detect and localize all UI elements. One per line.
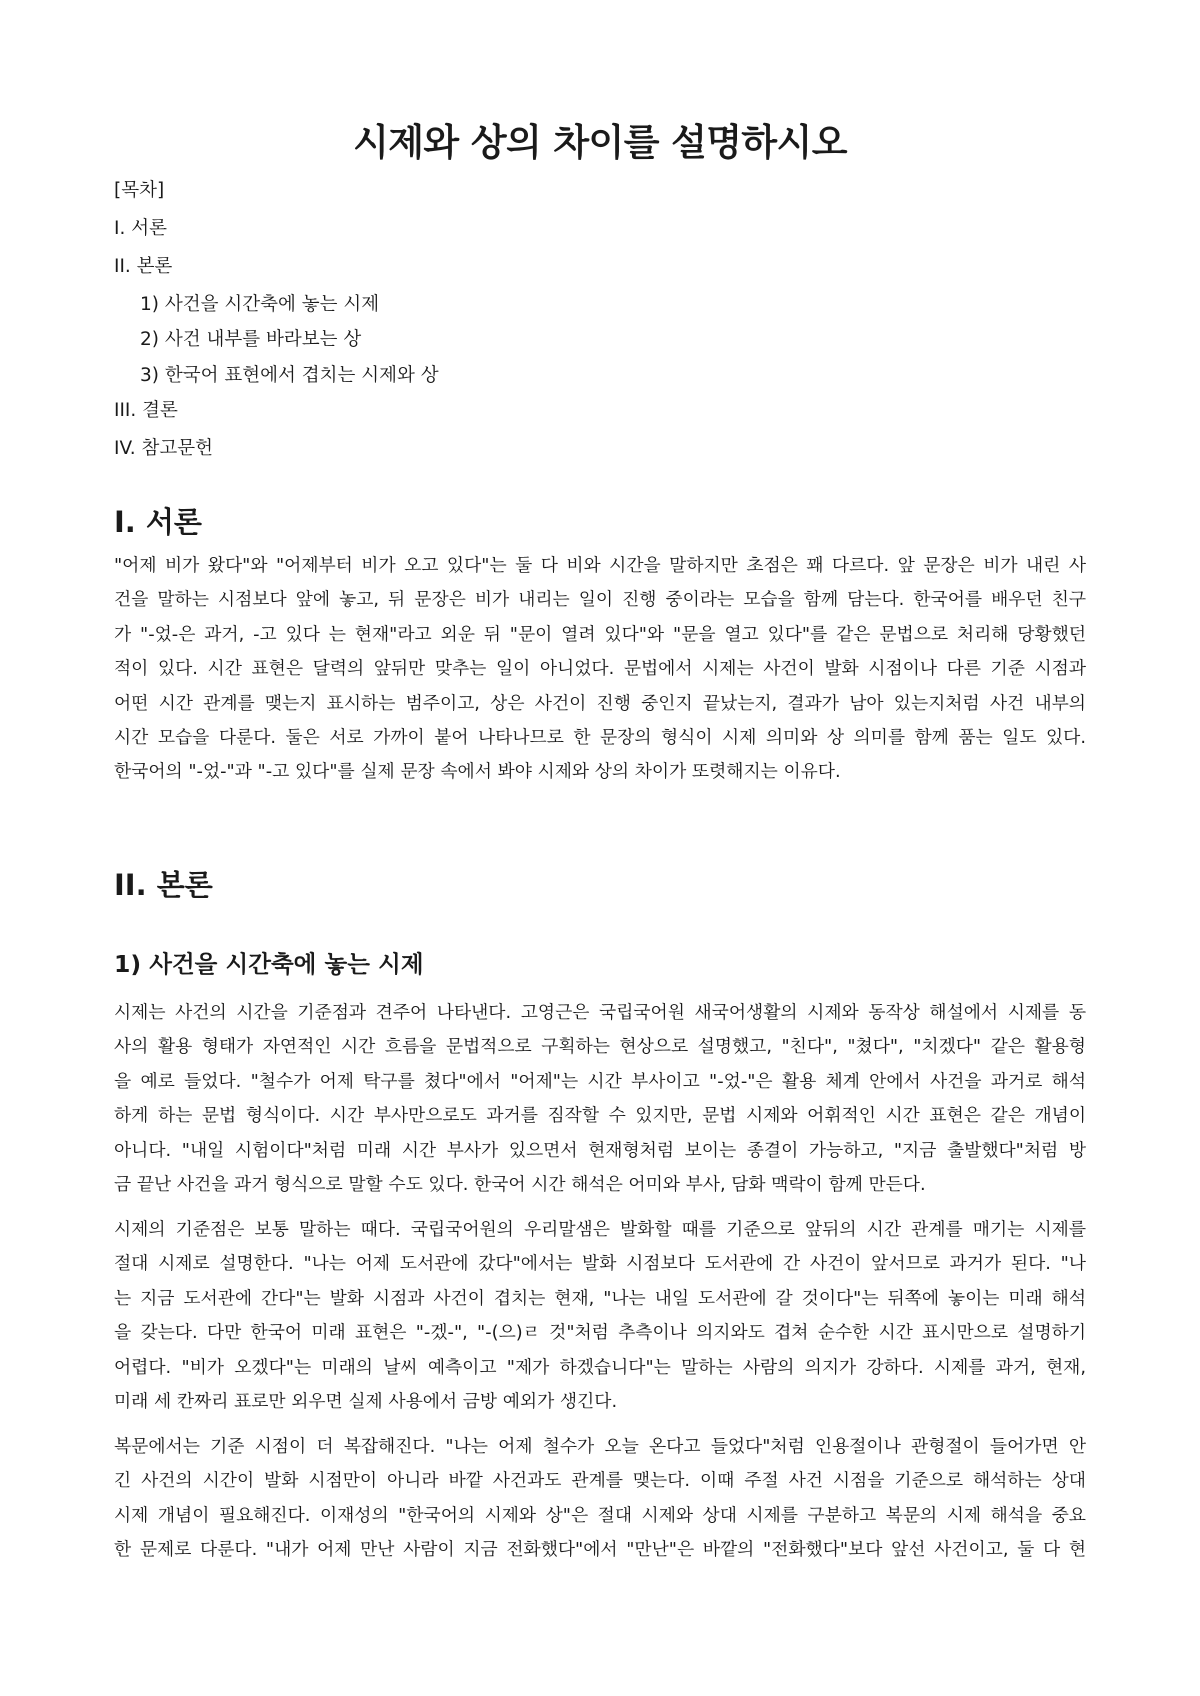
paragraph-line: 미래 세 칸짜리 표로만 외우면 실제 사용에서 금방 예외가 생긴다. bbox=[114, 1390, 618, 1412]
section-heading-body: II. 본론 bbox=[114, 868, 213, 902]
body-paragraph-3 bbox=[114, 1430, 1086, 1568]
paragraph-line: 한국어의 "-었-"과 "-고 있다"를 실제 문장 속에서 봐야 시제와 상의 차이가 또렷해지는 이유다. bbox=[114, 761, 841, 783]
paragraph-line: 아니다. "내일 시험이다"처럼 미래 시간 부사가 있으면서 현재형처럼 보이는 종결이 가능하고, "지금 출발했다"처럼 방 bbox=[114, 1139, 1086, 1161]
paragraph-line: 긴 사건의 시간이 발화 시점만이 아니라 바깥 사건과도 관계를 맺는다. 이때 주절 사건 시점을 기준으로 해석하는 상대 bbox=[114, 1470, 1086, 1492]
paragraph-line: 절대 시제로 설명한다. "나는 어제 도서관에 갔다"에서는 발화 시점보다 도서관에 간 사건이 앞서므로 과거가 된다. "나 bbox=[114, 1253, 1086, 1275]
document-title: 시제와 상의 차이를 설명하시오 bbox=[353, 121, 847, 164]
toc-item-body-2: 2) 사건 내부를 바라보는 상 bbox=[140, 329, 362, 350]
paragraph-line: 어렵다. "비가 오겠다"는 미래의 날씨 예측이고 "제가 하겠습니다"는 말하는 사람의 의지가 강하다. 시제를 과거, 현재, bbox=[114, 1356, 1086, 1378]
body-paragraph-1 bbox=[114, 996, 1086, 1202]
toc-item-intro: I. 서론 bbox=[114, 218, 167, 239]
paragraph-line: 시제는 사건의 시간을 기준점과 견주어 나타낸다. 고영근은 국립국어원 새국어생활의 시제와 동작상 해설에서 시제를 동 bbox=[114, 1002, 1086, 1023]
body-paragraph-2 bbox=[114, 1213, 1086, 1419]
paragraph-line: 어떤 시간 관계를 맺는지 표시하는 범주이고, 상은 사건이 진행 중인지 끝났는지, 결과가 남아 있는지처럼 사건 내부의 bbox=[114, 692, 1086, 714]
toc-item-body-1: 1) 사건을 시간축에 놓는 시제 bbox=[140, 294, 380, 315]
paragraph-line: 건을 말하는 시점보다 앞에 놓고, 뒤 문장은 비가 내리는 일이 진행 중이라는 모습을 함께 담는다. 한국어를 배우던 친구 bbox=[114, 589, 1086, 611]
paragraph-line: 한 문제로 다룬다. "내가 어제 만난 사람이 지금 전화했다"에서 "만난"은 바깥의 "전화했다"보다 앞선 사건이고, 둘 다 현 bbox=[114, 1539, 1086, 1561]
paragraph-line: 하게 하는 문법 형식이다. 시간 부사만으로도 과거를 짐작할 수 있지만, 문법 시제와 어휘적인 시간 표현은 같은 개념이 bbox=[114, 1105, 1086, 1127]
paragraph-line: 적이 있다. 시간 표현은 달력의 앞뒤만 맞추는 일이 아니었다. 문법에서 시제는 사건이 발화 시점이나 다른 기준 시점과 bbox=[114, 658, 1086, 680]
paragraph-line: 사의 활용 형태가 자연적인 시간 흐름을 문법적으로 구획하는 현상으로 설명했고, "친다", "쳤다", "치겠다" 같은 활용형 bbox=[114, 1036, 1086, 1058]
paragraph-line: "어제 비가 왔다"와 "어제부터 비가 오고 있다"는 둘 다 비와 시간을 말하지만 초점은 꽤 다르다. 앞 문장은 비가 내린 사 bbox=[114, 555, 1086, 576]
paragraph-line: 는 지금 도서관에 간다"는 발화 시점과 사건이 겹치는 현재, "나는 내일 도서관에 갈 것이다"는 뒤쪽에 놓이는 미래 해석 bbox=[114, 1287, 1086, 1309]
paragraph-line: 시제의 기준점은 보통 말하는 때다. 국립국어원의 우리말샘은 발화할 때를 기준으로 앞뒤의 시간 관계를 매기는 시제를 bbox=[114, 1219, 1086, 1240]
paragraph-line: 시간 모습을 다룬다. 둘은 서로 가까이 붙어 나타나므로 한 문장의 형식이 시제 의미와 상 의미를 함께 품는 일도 있다. bbox=[114, 726, 1086, 748]
subsection-heading-tense: 1) 사건을 시간축에 놓는 시제 bbox=[114, 950, 424, 978]
toc-item-references: IV. 참고문헌 bbox=[114, 438, 213, 459]
paragraph-line: 가 "-었-은 과거, -고 있다 는 현재"라고 외운 뒤 "문이 열려 있다"와 "문을 열고 있다"를 같은 문법으로 처리해 당황했던 bbox=[114, 623, 1086, 645]
toc-item-body-3: 3) 한국어 표현에서 겹치는 시제와 상 bbox=[140, 365, 439, 386]
paragraph-line: 을 예로 들었다. "철수가 어제 탁구를 쳤다"에서 "어제"는 시간 부사이고 "-었-"은 활용 체계 안에서 사건을 과거로 해석 bbox=[114, 1070, 1087, 1092]
section-heading-intro: I. 서론 bbox=[114, 505, 202, 539]
paragraph-line: 금 끝난 사건을 과거 형식으로 말할 수도 있다. 한국어 시간 해석은 어미와 부사, 담화 맥락이 함께 만든다. bbox=[114, 1173, 926, 1195]
intro-paragraph bbox=[114, 549, 1086, 790]
paragraph-line: 을 갖는다. 다만 한국어 미래 표현은 "-겠-", "-(으)ㄹ 것"처럼 추측이나 의지와도 겹쳐 순수한 시간 표시만으로 설명하기 bbox=[114, 1322, 1086, 1344]
paragraph-line: 복문에서는 기준 시점이 더 복잡해진다. "나는 어제 철수가 오늘 온다고 들었다"처럼 인용절이나 관형절이 들어가면 안 bbox=[114, 1436, 1086, 1457]
paragraph-line: 시제 개념이 필요해진다. 이재성의 "한국어의 시제와 상"은 절대 시제와 상대 시제를 구분하고 복문의 시제 해석을 중요 bbox=[114, 1504, 1086, 1526]
toc-item-conclusion: III. 결론 bbox=[114, 400, 178, 421]
toc-item-body: II. 본론 bbox=[114, 256, 173, 277]
toc-label: [목차] bbox=[114, 180, 165, 201]
